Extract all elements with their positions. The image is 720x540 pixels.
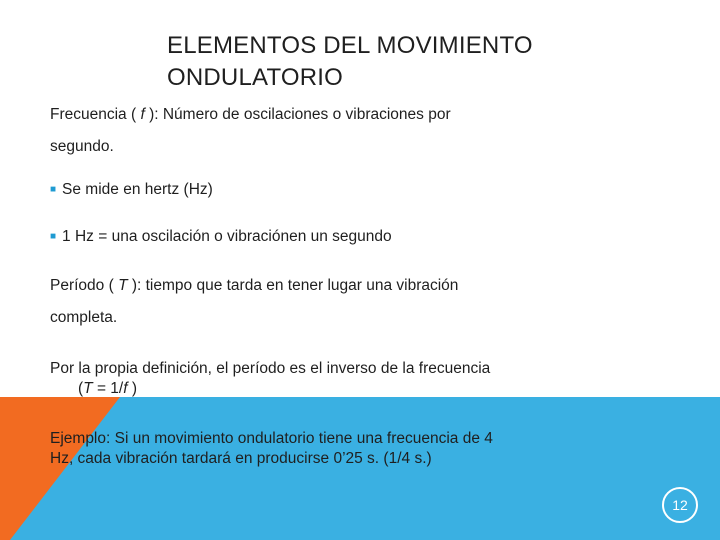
bullet-text: Se mide en hertz (Hz) bbox=[62, 181, 213, 198]
frecuencia-term: Frecuencia ( bbox=[50, 106, 141, 123]
title-line-2: ONDULATORIO bbox=[167, 64, 344, 91]
page-title bbox=[167, 30, 687, 94]
period-formula bbox=[50, 379, 700, 399]
formula-f: f bbox=[123, 380, 128, 397]
formula-close: ) bbox=[127, 380, 138, 397]
bullet-square-icon: ■ bbox=[50, 184, 57, 195]
periodo-paragraph bbox=[50, 270, 690, 334]
frecuencia-close: ): bbox=[144, 106, 163, 123]
formula-equals: = 1/ bbox=[92, 380, 124, 397]
periodo-term: Período ( bbox=[50, 277, 119, 294]
definicion-line-1: Por la propia definición, el período es el inverso de la frecuencia bbox=[50, 360, 491, 377]
frecuencia-definition: Número de oscilaciones o vibraciones por bbox=[162, 106, 451, 123]
bullet-square-icon: ■ bbox=[50, 231, 57, 242]
page-number-badge: 12 bbox=[662, 487, 698, 523]
bullet-item-hertz bbox=[50, 180, 213, 200]
frecuencia-paragraph bbox=[50, 99, 690, 163]
ejemplo-line-2: Hz, cada vibración tardará en producirse 0’25 s. (1/4 s.) bbox=[50, 450, 432, 467]
frecuencia-line-2: segundo. bbox=[50, 138, 114, 155]
bullet-item-definition bbox=[50, 227, 392, 247]
ejemplo-line-1: Ejemplo: Si un movimiento ondulatorio tiene una frecuencia de 4 bbox=[50, 430, 493, 447]
formula-open: ( bbox=[78, 380, 84, 397]
ejemplo-paragraph bbox=[50, 429, 650, 469]
periodo-symbol: T bbox=[118, 277, 128, 294]
definicion-paragraph bbox=[50, 359, 700, 399]
periodo-close: ): bbox=[127, 277, 146, 294]
frecuencia-symbol: f bbox=[140, 106, 145, 123]
formula-T: T bbox=[83, 380, 93, 397]
bullet-text: 1 Hz = una oscilación o vibraciónen un segundo bbox=[62, 228, 392, 245]
periodo-line-2: completa. bbox=[50, 309, 118, 326]
title-line-1: ELEMENTOS DEL MOVIMIENTO bbox=[167, 32, 533, 59]
periodo-definition: tiempo que tarda en tener lugar una vibración bbox=[145, 277, 459, 294]
